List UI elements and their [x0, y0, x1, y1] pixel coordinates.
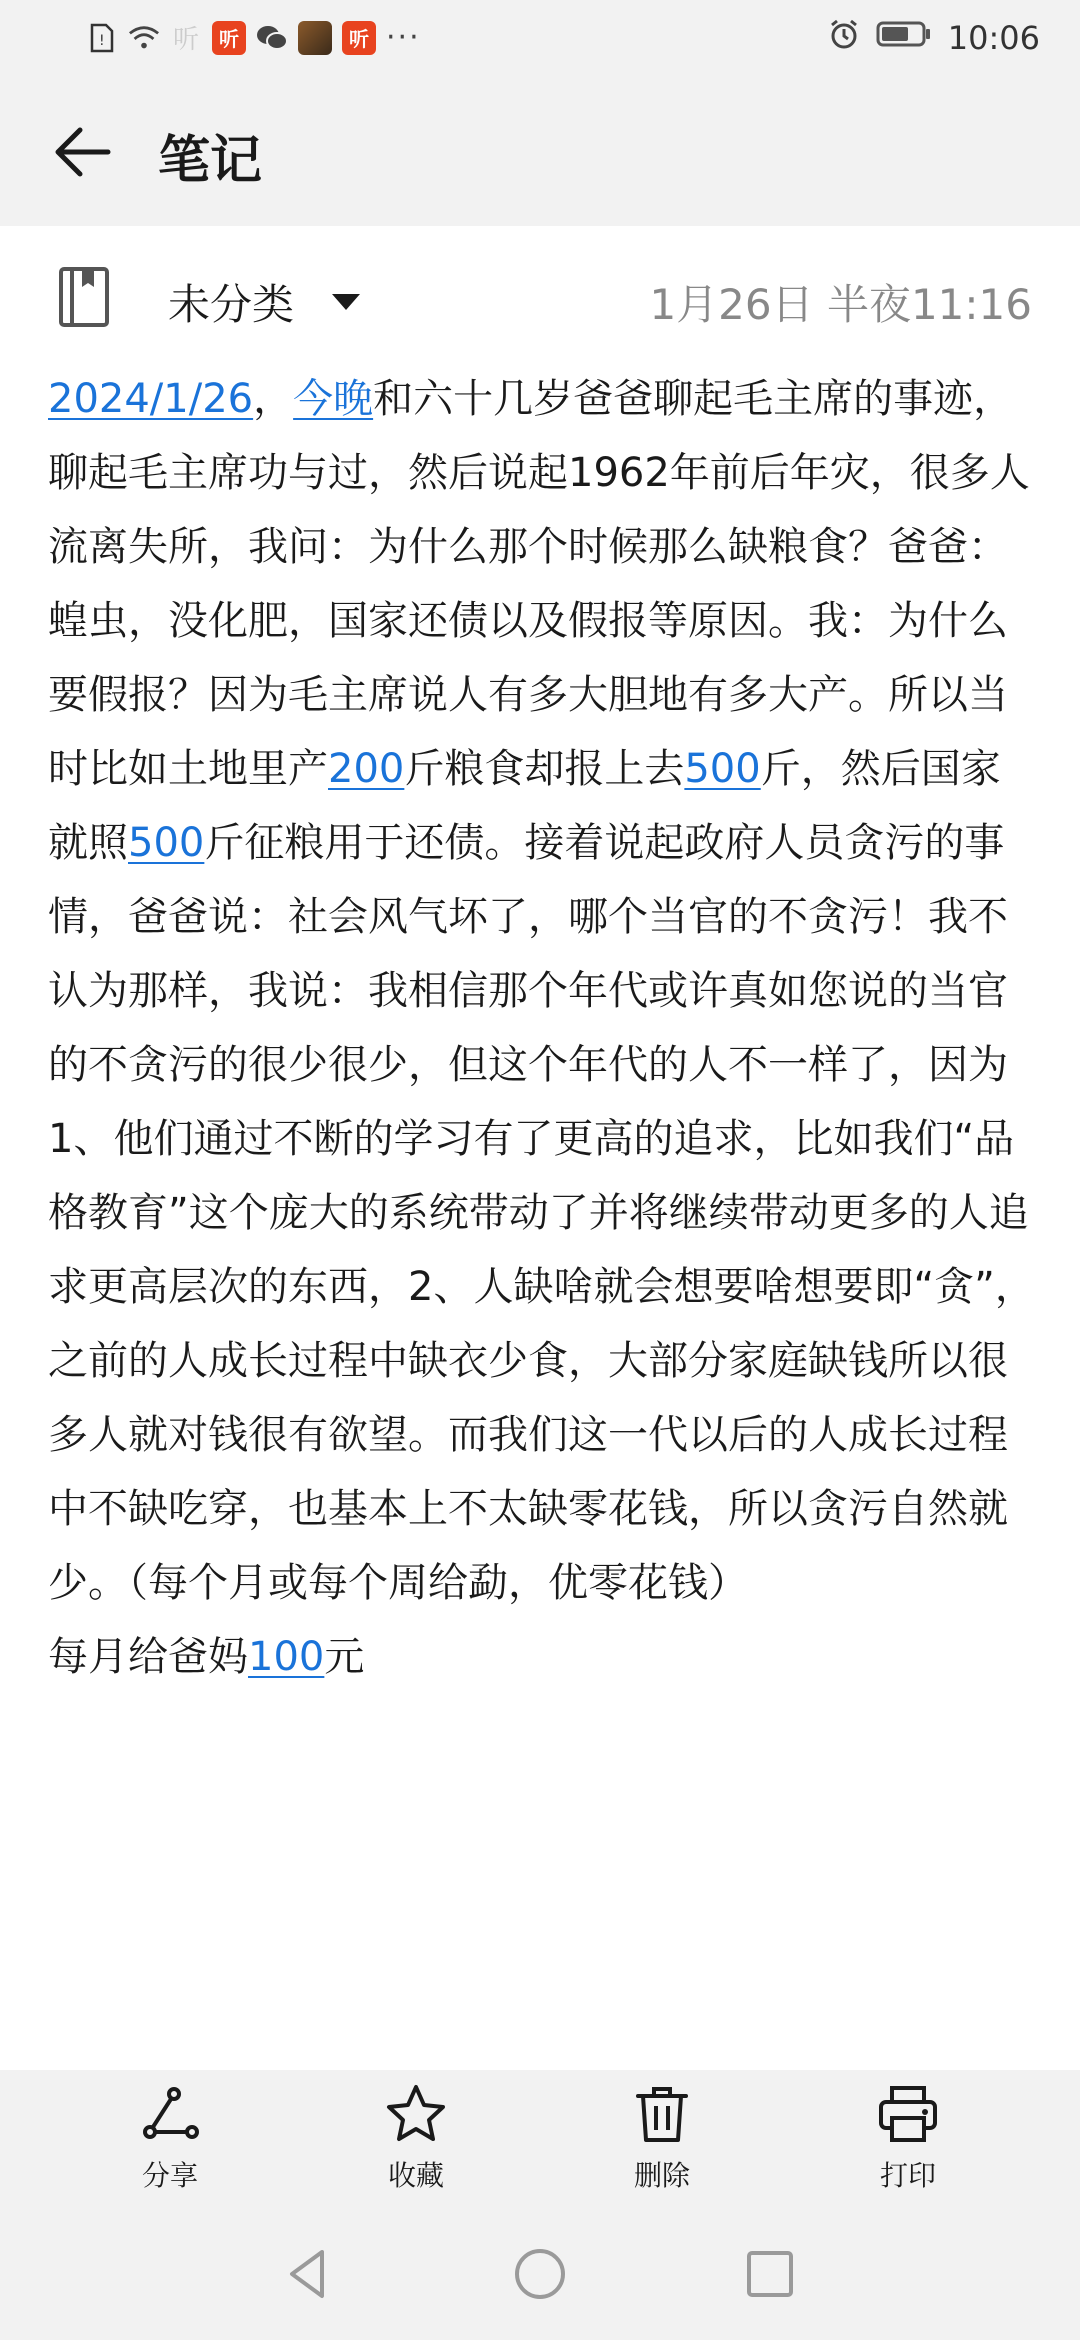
- wechat-icon: [256, 22, 288, 54]
- page-title: 笔记: [158, 131, 263, 191]
- note-text: 斤粮食却报上去: [404, 746, 685, 792]
- share-button[interactable]: [80, 2070, 260, 2206]
- date-link[interactable]: 2024/1/26: [48, 376, 254, 422]
- back-button[interactable]: [50, 120, 114, 184]
- status-bar-right: [828, 18, 1040, 58]
- printer-icon: [876, 2082, 940, 2146]
- number-link[interactable]: 500: [128, 820, 205, 866]
- share-label: 分享: [141, 2159, 198, 2192]
- nav-back-button[interactable]: [280, 2244, 340, 2304]
- status-bar-left: [86, 20, 421, 55]
- wifi-icon: [128, 22, 160, 54]
- nav-home-button[interactable]: [510, 2244, 570, 2304]
- favorite-button[interactable]: [326, 2070, 506, 2206]
- time-link[interactable]: 今晚: [293, 376, 374, 422]
- notebook-icon: [58, 266, 110, 328]
- net-speed-text: 听: [172, 25, 199, 55]
- print-button[interactable]: [818, 2070, 998, 2206]
- nav-back-icon: [280, 2244, 340, 2304]
- back-arrow-icon: [50, 120, 114, 184]
- nav-home-icon: [510, 2244, 570, 2304]
- note-meta-row: [0, 250, 1080, 350]
- sim-card-icon: [86, 22, 118, 54]
- app-badge-listen-2: 听: [342, 21, 376, 55]
- note-text: 斤，然后国家就照: [48, 746, 1001, 866]
- system-nav-bar: [0, 2206, 1080, 2340]
- note-text: 每月给爸妈: [48, 1634, 248, 1680]
- nav-recents-icon: [740, 2244, 800, 2304]
- number-link[interactable]: 500: [684, 746, 761, 792]
- category-label: 未分类: [168, 280, 295, 329]
- note-timestamp: 1月26日 半夜11:16: [649, 280, 1032, 329]
- bottom-action-bar: [0, 2070, 1080, 2206]
- note-text: 斤征粮用于还债。接着说起政府人员贪污的事情，爸爸说：社会风气坏了，哪个当官的不贪污！我不认为那样，我说：我相信那个年代或许真如您说的当官的不贪污的很少很少，但这个年代的人不一样了，因为1、他们通过不断的学习有了更高的追求，比如我们“品格教育”这个庞大的系统带动了并将继续带动更多的人追求更高层次的东西，2、人缺啥就会想要啥想要即“贪”，之前的人成长过程中缺衣少食，大部分家庭缺钱所以很多人就对钱很有欲望。而我们这一代以后的人成长过程中不缺吃穿，也基本上不太缺零花钱，所以贪污自然就少。（每个月或每个周给勐，优零花钱）: [48, 820, 1035, 1606]
- app-badge-listen-1: 听: [212, 21, 246, 55]
- app-header: [0, 80, 1080, 226]
- clock-time: 10:06: [947, 19, 1040, 57]
- alarm-icon: [828, 18, 860, 58]
- svg-text:!: !: [99, 32, 105, 49]
- battery-icon: [876, 19, 932, 57]
- share-icon: [138, 2082, 202, 2146]
- trash-icon: [630, 2082, 694, 2146]
- note-text: ，: [253, 376, 294, 422]
- chevron-down-icon: [332, 294, 360, 310]
- delete-label: 删除: [633, 2159, 690, 2192]
- nav-recents-button[interactable]: [740, 2244, 800, 2304]
- note-text: 和六十几岁爸爸聊起毛主席的事迹，聊起毛主席功与过，然后说起1962年前后年灾，很多人流离失所，我问：为什么那个时候那么缺粮食？爸爸：蝗虫，没化肥，国家还债以及假报等原因。我：为什么要假报？因为毛主席说人有多大胆地有多大产。所以当时比如土地里产: [48, 376, 1030, 792]
- note-body[interactable]: [48, 362, 1038, 1694]
- delete-button[interactable]: [572, 2070, 752, 2206]
- more-notifications-icon: ···: [386, 20, 421, 55]
- note-text: 元: [324, 1634, 365, 1680]
- game-app-icon: [298, 21, 332, 55]
- status-bar: [0, 0, 1080, 80]
- star-icon: [384, 2082, 448, 2146]
- number-link[interactable]: 200: [328, 746, 405, 792]
- print-label: 打印: [879, 2159, 936, 2192]
- favorite-label: 收藏: [387, 2159, 444, 2192]
- number-link[interactable]: 100: [248, 1634, 325, 1680]
- category-dropdown[interactable]: [168, 272, 360, 332]
